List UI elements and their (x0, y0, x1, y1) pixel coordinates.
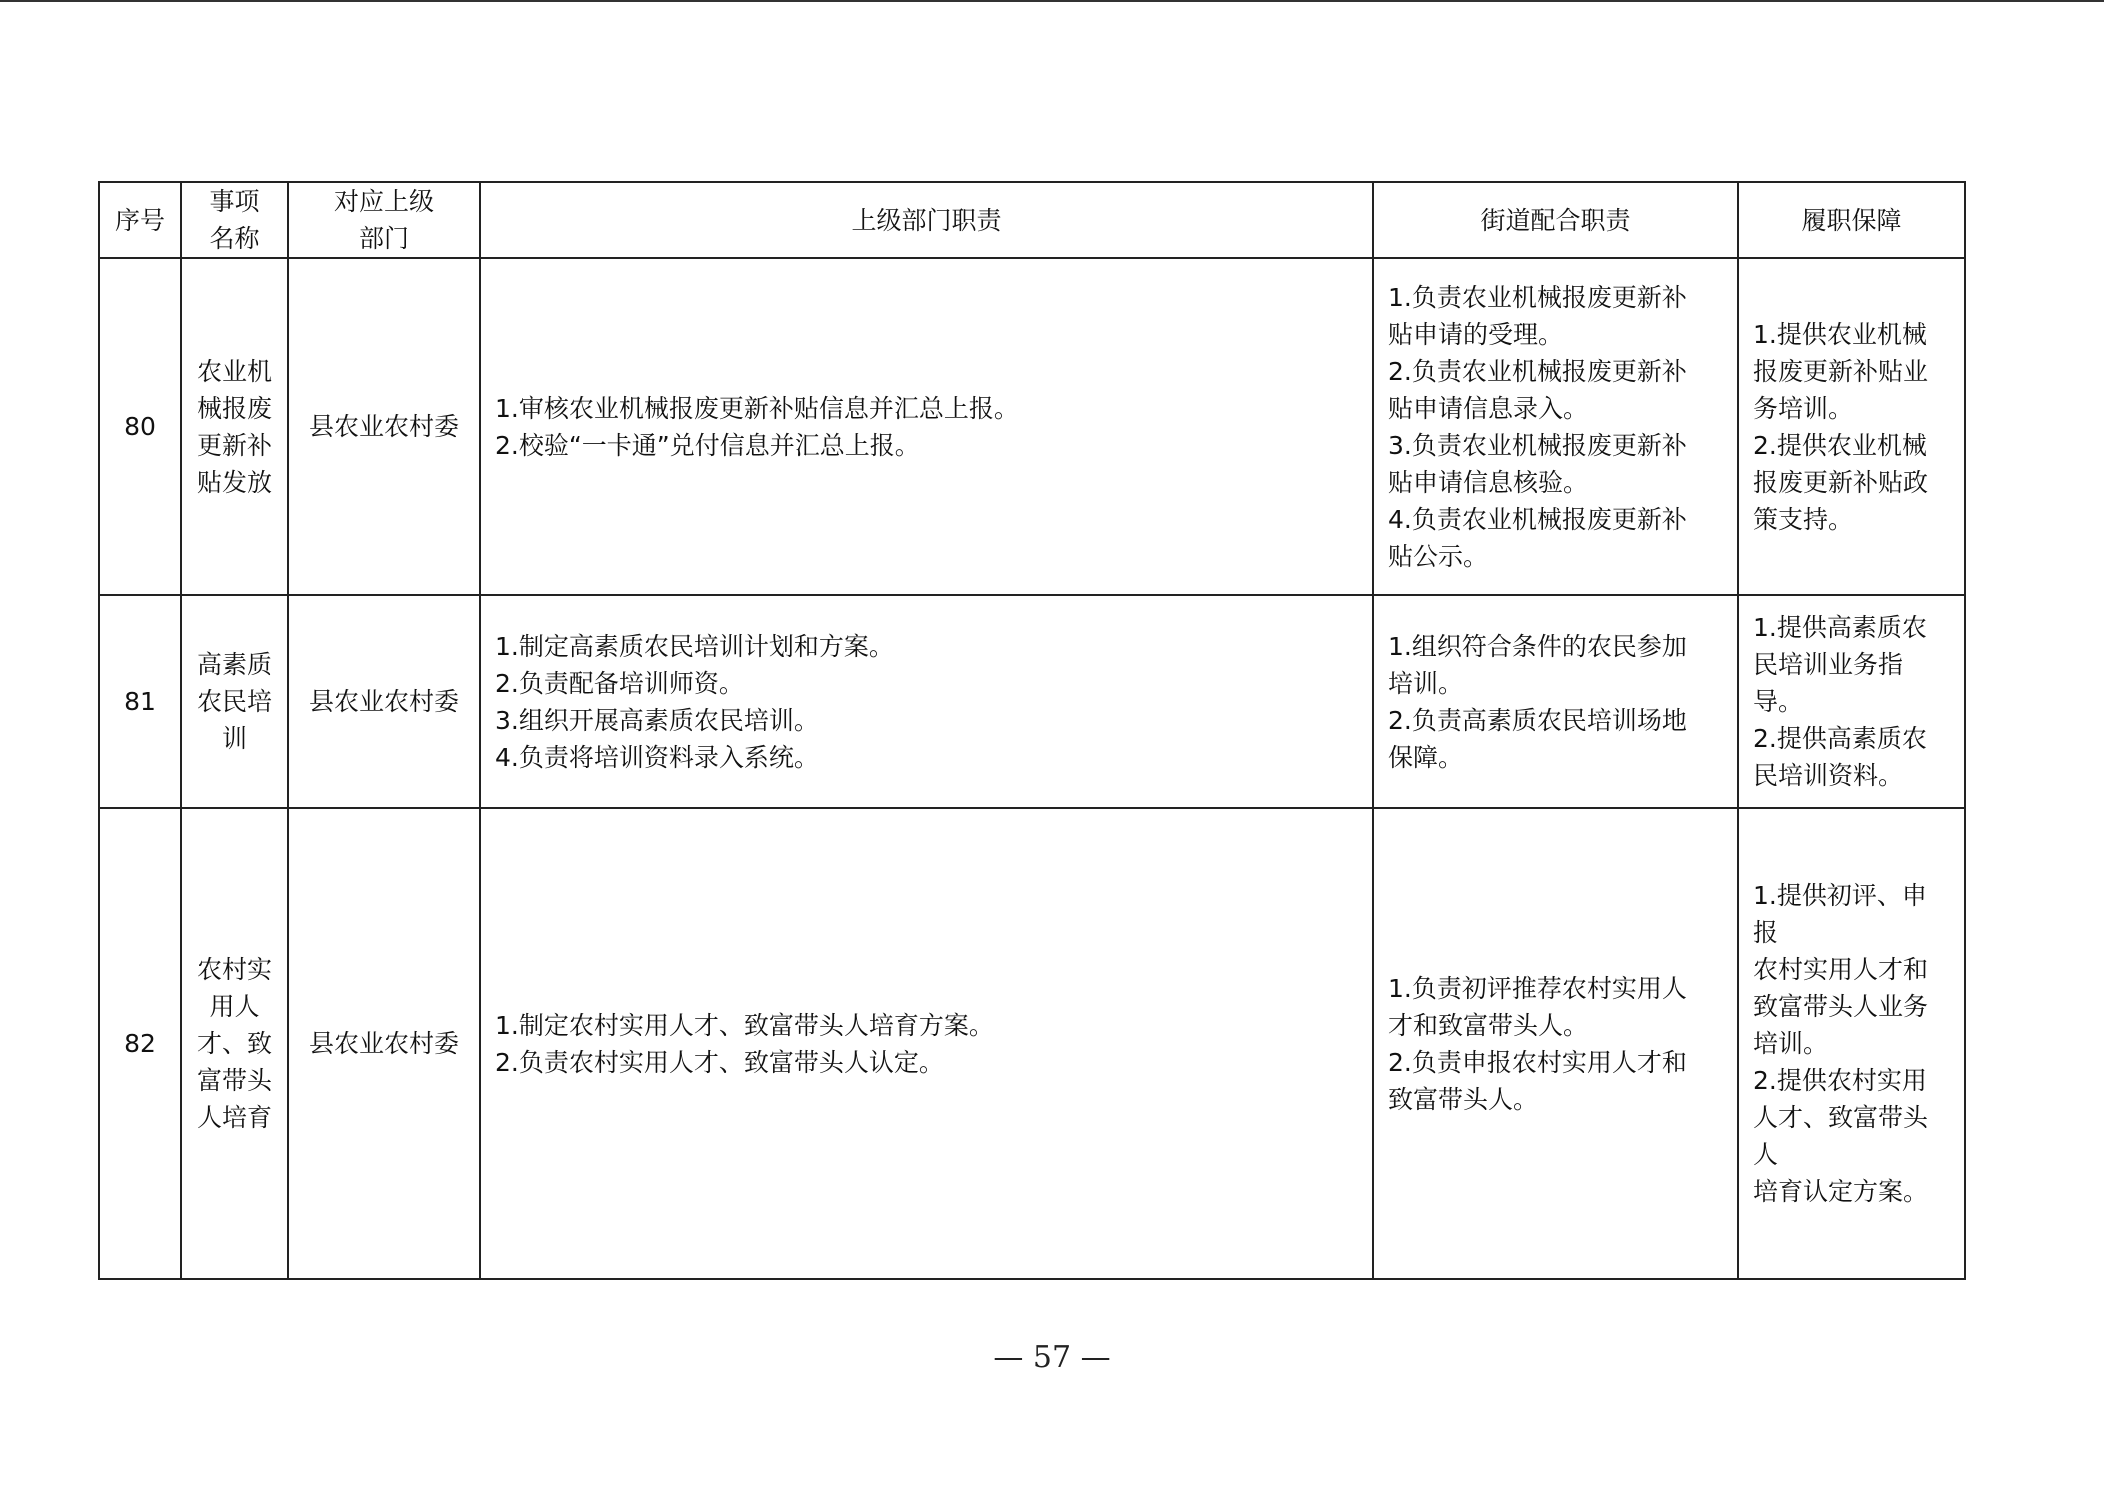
guarantee-cell: 1.提供初评、申报 农村实用人才和 致富带头人业务 培训。 2.提供农村实用 人才、致富带头人 培育认定方案。 (1738, 808, 1965, 1279)
item-name-cell: 高素质 农民培 训 (181, 595, 288, 808)
table-row (99, 258, 1965, 595)
header-guarantee: 履职保障 (1738, 182, 1965, 258)
header-serial-number: 序号 (99, 182, 181, 258)
top-border-line (0, 0, 2104, 2)
item-name-cell: 农业机 械报废 更新补 贴发放 (181, 258, 288, 595)
header-upper-department: 对应上级 部门 (288, 182, 480, 258)
department-cell: 县农业农村委 (288, 595, 480, 808)
header-upper-duties: 上级部门职责 (480, 182, 1373, 258)
street-duties-cell: 1.负责农业机械报废更新补 贴申请的受理。 2.负责农业机械报废更新补 贴申请信息录入。 3.负责农业机械报废更新补 贴申请信息核验。 4.负责农业机械报废更新补 贴公示。 (1373, 258, 1738, 595)
header-street-duties: 街道配合职责 (1373, 182, 1738, 258)
department-cell: 县农业农村委 (288, 808, 480, 1279)
table-row (99, 595, 1965, 808)
department-cell: 县农业农村委 (288, 258, 480, 595)
upper-duties-cell: 1.制定高素质农民培训计划和方案。 2.负责配备培训师资。 3.组织开展高素质农民培训。 4.负责将培训资料录入系统。 (480, 595, 1373, 808)
street-duties-cell: 1.组织符合条件的农民参加 培训。 2.负责高素质农民培训场地 保障。 (1373, 595, 1738, 808)
table-row (99, 808, 1965, 1279)
page-number: — 57 — (993, 1340, 1111, 1375)
guarantee-cell: 1.提供高素质农 民培训业务指导。 2.提供高素质农 民培训资料。 (1738, 595, 1965, 808)
header-item-name: 事项 名称 (181, 182, 288, 258)
responsibility-table (98, 181, 1966, 1280)
serial-number-cell: 80 (99, 258, 181, 595)
item-name-cell: 农村实 用人 才、致 富带头 人培育 (181, 808, 288, 1279)
upper-duties-cell: 1.制定农村实用人才、致富带头人培育方案。 2.负责农村实用人才、致富带头人认定。 (480, 808, 1373, 1279)
street-duties-cell: 1.负责初评推荐农村实用人 才和致富带头人。 2.负责申报农村实用人才和 致富带头人。 (1373, 808, 1738, 1279)
serial-number-cell: 82 (99, 808, 181, 1279)
upper-duties-cell: 1.审核农业机械报废更新补贴信息并汇总上报。 2.校验“一卡通”兑付信息并汇总上报。 (480, 258, 1373, 595)
serial-number-cell: 81 (99, 595, 181, 808)
guarantee-cell: 1.提供农业机械 报废更新补贴业 务培训。 2.提供农业机械 报废更新补贴政 策支持。 (1738, 258, 1965, 595)
table-header-row (99, 182, 1965, 258)
